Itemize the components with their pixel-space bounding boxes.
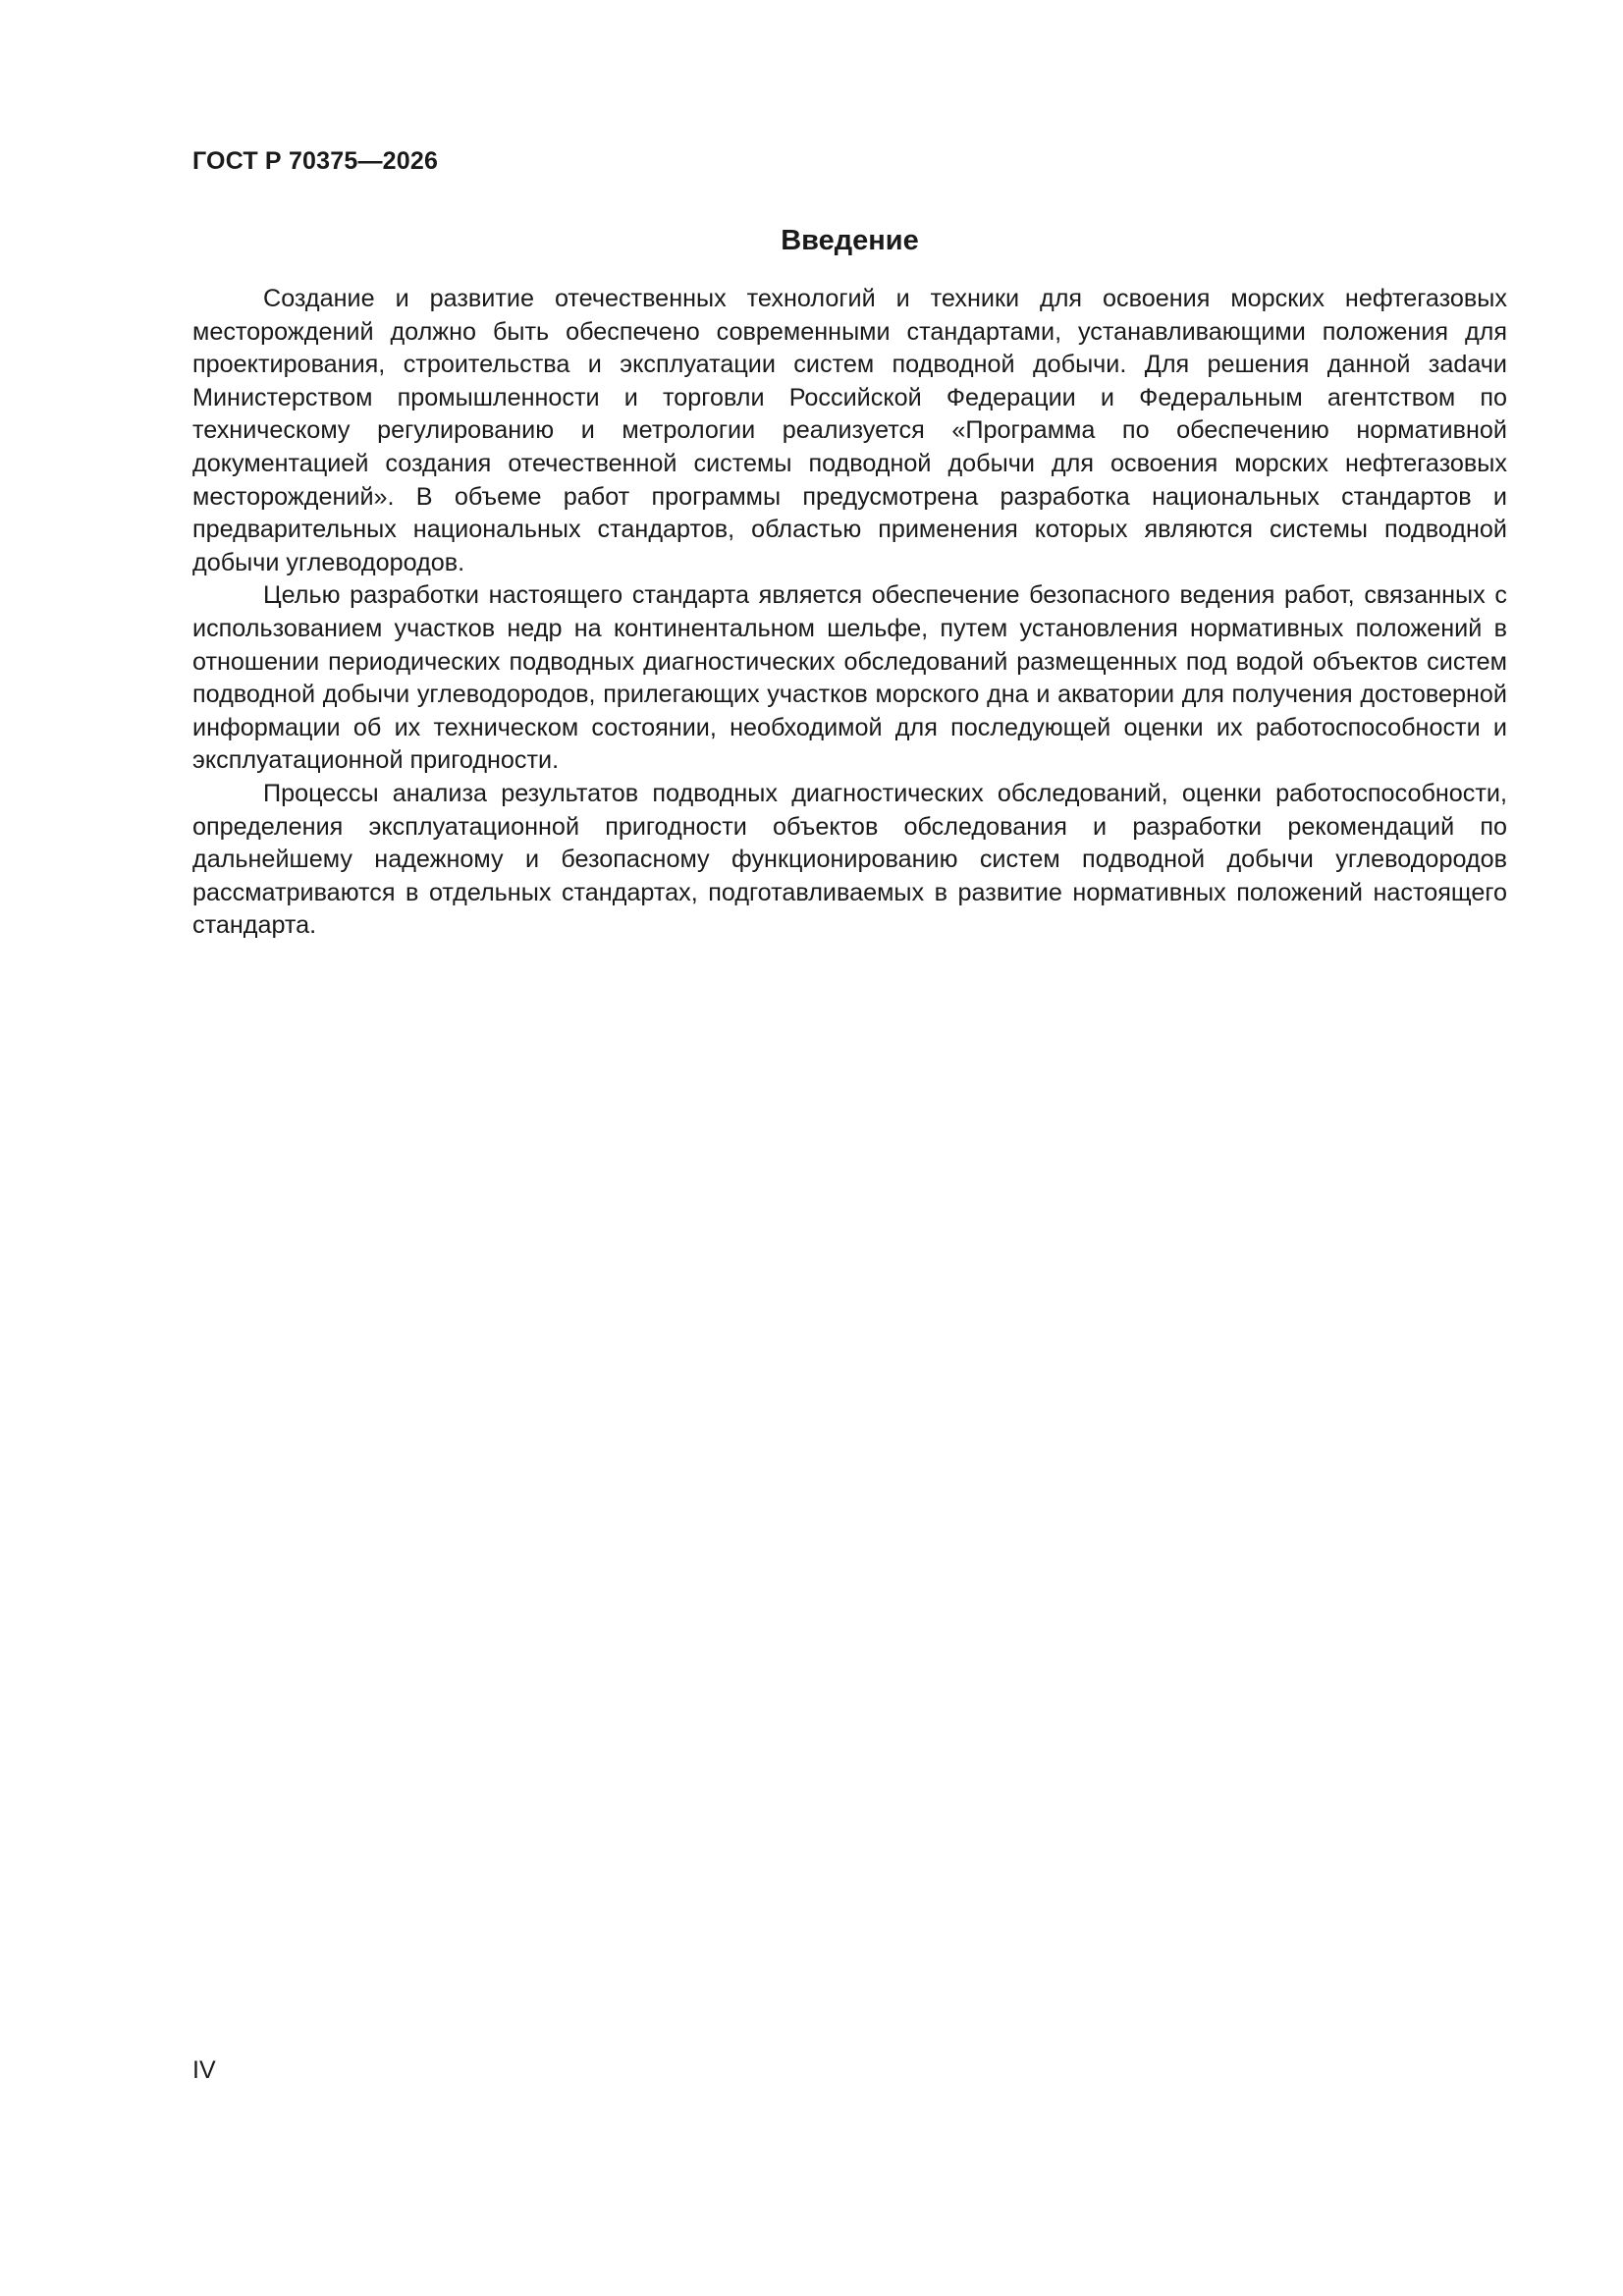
page-number: IV	[192, 2056, 216, 2084]
paragraph: Процессы анализа результатов подводных диагностических обследований, оценки работоспособности, определения эксплуатационной пригодности объектов обследования и разработки рекомендаций по дальнейшему надежному и безопасному функционированию систем подводной добычи углеводородов рассматриваются в отдельных стандартах, подготавливаемых в развитие нормативных положений настоящего стандарта.	[192, 779, 1507, 940]
document-code-header: ГОСТ Р 70375—2026	[192, 147, 439, 175]
body-text	[192, 283, 1507, 943]
section-title: Введение	[781, 225, 919, 256]
paragraph: Создание и развитие отечественных технологий и техники для освоения морских нефтегазовых месторождений должно быть обеспечено современными стандартами, устанавливающими положения для проектирования, строительства и эксплуатации систем подводной добычи. Для решения данной заdачи Министерством промышленности и торговли Российской Федерации и Федеральным агентством по техническому регулированию и метрологии реализуется «Программа по обеспечению нормативной документацией создания отечественной системы подводной добычи для освоения морских нефтегазовых месторождений». В объеме работ программы предусмотрена разработка национальных стандартов и предварительных национальных стандартов, областью применения которых являются системы подводной добычи углеводородов.	[192, 285, 1507, 576]
paragraph: Целью разработки настоящего стандарта является обеспечение безопасного ведения работ, связанных с использованием участков недр на континентальном шельфе, путем установления нормативных положений в отношении периодических подводных диагностических обследований размещенных под водой объектов систем подводной добычи углеводородов, прилегающих участков морского дна и акватории для получения достоверной информации об их техническом состоянии, необходимой для последующей оценки их работоспособности и эксплуатационной пригодности.	[192, 581, 1507, 775]
